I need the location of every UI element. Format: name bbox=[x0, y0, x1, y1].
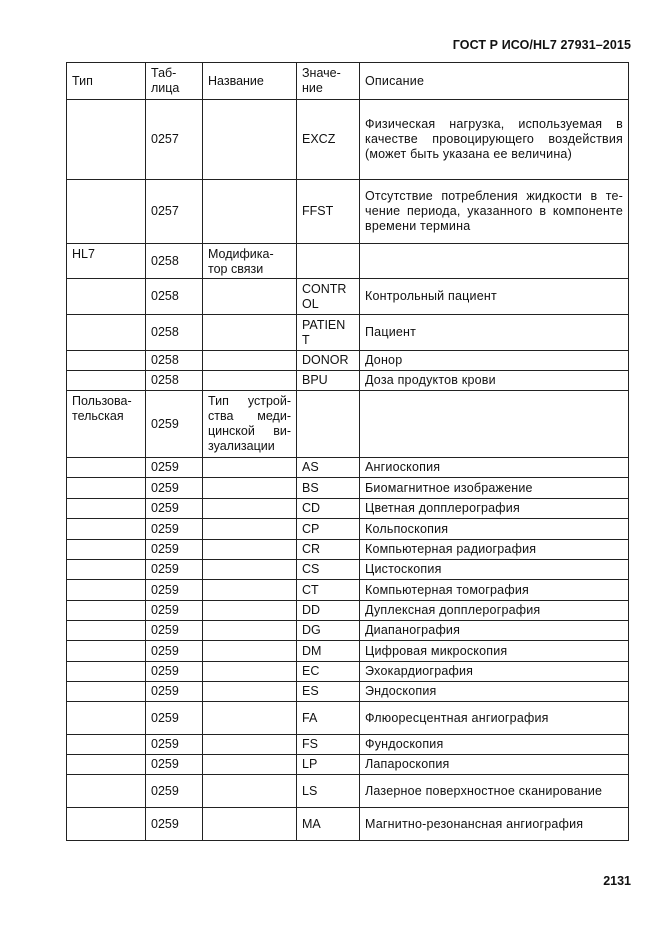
table-row bbox=[67, 560, 629, 580]
table-row bbox=[67, 391, 629, 458]
cell-value: CR bbox=[297, 540, 360, 560]
cell-name bbox=[203, 499, 297, 519]
cell-description: Пациент bbox=[360, 315, 629, 351]
cell-table: 0259 bbox=[146, 499, 203, 519]
cell-description: Флюоресцентная ангиография bbox=[360, 702, 629, 735]
cell-type bbox=[67, 662, 146, 682]
cell-type: Пользова- тельская bbox=[67, 391, 146, 458]
cell-value: PATIEN T bbox=[297, 315, 360, 351]
cell-type bbox=[67, 100, 146, 180]
cell-type bbox=[67, 499, 146, 519]
cell-name bbox=[203, 808, 297, 841]
table-row bbox=[67, 100, 629, 180]
table-row bbox=[67, 662, 629, 682]
cell-description: Биомагнитное изображение bbox=[360, 478, 629, 499]
cell-type bbox=[67, 682, 146, 702]
cell-value: DONOR bbox=[297, 351, 360, 371]
cell-type bbox=[67, 458, 146, 478]
codes-table bbox=[66, 62, 629, 841]
cell-table: 0258 bbox=[146, 244, 203, 279]
cell-table: 0259 bbox=[146, 391, 203, 458]
cell-description: Диапанография bbox=[360, 621, 629, 641]
cell-value: AS bbox=[297, 458, 360, 478]
cell-type bbox=[67, 371, 146, 391]
cell-name bbox=[203, 540, 297, 560]
cell-description: Кольпоскопия bbox=[360, 519, 629, 540]
cell-value: CD bbox=[297, 499, 360, 519]
cell-type: HL7 bbox=[67, 244, 146, 279]
cell-table: 0259 bbox=[146, 580, 203, 601]
cell-type bbox=[67, 478, 146, 499]
cell-type bbox=[67, 560, 146, 580]
cell-table: 0258 bbox=[146, 279, 203, 315]
cell-description: Контрольный пациент bbox=[360, 279, 629, 315]
table-row bbox=[67, 808, 629, 841]
cell-type bbox=[67, 279, 146, 315]
cell-name bbox=[203, 180, 297, 244]
table-row bbox=[67, 641, 629, 662]
cell-name bbox=[203, 371, 297, 391]
table-row bbox=[67, 682, 629, 702]
cell-type bbox=[67, 735, 146, 755]
cell-value: FS bbox=[297, 735, 360, 755]
column-header-description: Описание bbox=[360, 63, 629, 100]
cell-value: EC bbox=[297, 662, 360, 682]
cell-type bbox=[67, 808, 146, 841]
cell-value: MA bbox=[297, 808, 360, 841]
cell-table: 0259 bbox=[146, 478, 203, 499]
cell-table: 0258 bbox=[146, 351, 203, 371]
table-row bbox=[67, 621, 629, 641]
cell-value: DD bbox=[297, 601, 360, 621]
cell-description: Фундоскопия bbox=[360, 735, 629, 755]
cell-table: 0259 bbox=[146, 519, 203, 540]
table-row bbox=[67, 775, 629, 808]
cell-description: Компьютерная радиография bbox=[360, 540, 629, 560]
cell-description: Отсутствие потребления жидкости в те-чение периода, указанного в компоненте времени термина bbox=[360, 180, 629, 244]
cell-name bbox=[203, 315, 297, 351]
cell-name bbox=[203, 601, 297, 621]
cell-type bbox=[67, 621, 146, 641]
cell-table: 0259 bbox=[146, 458, 203, 478]
cell-description: Лапароскопия bbox=[360, 755, 629, 775]
cell-value: BS bbox=[297, 478, 360, 499]
cell-description: Дуплексная допплерография bbox=[360, 601, 629, 621]
cell-type bbox=[67, 755, 146, 775]
cell-table: 0257 bbox=[146, 180, 203, 244]
document-header: ГОСТ Р ИСО/HL7 27931–2015 bbox=[452, 38, 631, 52]
cell-description: Эндоскопия bbox=[360, 682, 629, 702]
cell-table: 0259 bbox=[146, 808, 203, 841]
table-row bbox=[67, 371, 629, 391]
table-row bbox=[67, 351, 629, 371]
cell-value: DM bbox=[297, 641, 360, 662]
cell-value bbox=[297, 391, 360, 458]
cell-table: 0259 bbox=[146, 682, 203, 702]
cell-table: 0259 bbox=[146, 702, 203, 735]
cell-value: FFST bbox=[297, 180, 360, 244]
cell-value bbox=[297, 244, 360, 279]
cell-type bbox=[67, 702, 146, 735]
cell-description bbox=[360, 391, 629, 458]
cell-table: 0258 bbox=[146, 371, 203, 391]
table-row bbox=[67, 601, 629, 621]
cell-name bbox=[203, 775, 297, 808]
cell-table: 0259 bbox=[146, 621, 203, 641]
column-header-table: Таб- лица bbox=[146, 63, 203, 100]
cell-table: 0259 bbox=[146, 755, 203, 775]
table-row bbox=[67, 244, 629, 279]
cell-value: LP bbox=[297, 755, 360, 775]
cell-name bbox=[203, 458, 297, 478]
cell-value: LS bbox=[297, 775, 360, 808]
cell-description: Магнитно-резонансная ангиография bbox=[360, 808, 629, 841]
cell-description: Ангиоскопия bbox=[360, 458, 629, 478]
cell-name bbox=[203, 519, 297, 540]
cell-table: 0259 bbox=[146, 601, 203, 621]
table-header-row bbox=[67, 63, 629, 100]
column-header-type: Тип bbox=[67, 63, 146, 100]
cell-description: Донор bbox=[360, 351, 629, 371]
cell-description: Лазерное поверхностное сканирование bbox=[360, 775, 629, 808]
cell-value: FA bbox=[297, 702, 360, 735]
cell-description: Цистоскопия bbox=[360, 560, 629, 580]
table-row bbox=[67, 580, 629, 601]
cell-type bbox=[67, 180, 146, 244]
table-row bbox=[67, 279, 629, 315]
cell-type bbox=[67, 775, 146, 808]
cell-name bbox=[203, 580, 297, 601]
cell-name bbox=[203, 662, 297, 682]
table-body bbox=[67, 100, 629, 841]
table-row bbox=[67, 478, 629, 499]
cell-description: Компьютерная томография bbox=[360, 580, 629, 601]
cell-name bbox=[203, 351, 297, 371]
cell-description: Цветная допплерография bbox=[360, 499, 629, 519]
cell-table: 0259 bbox=[146, 662, 203, 682]
cell-name: Тип устрой-ства меди-цинской ви-зуализации bbox=[203, 391, 297, 458]
cell-value: BPU bbox=[297, 371, 360, 391]
table-row bbox=[67, 315, 629, 351]
table-row bbox=[67, 540, 629, 560]
cell-value: CP bbox=[297, 519, 360, 540]
cell-value: ES bbox=[297, 682, 360, 702]
cell-name: Модифика- тор связи bbox=[203, 244, 297, 279]
cell-description: Доза продуктов крови bbox=[360, 371, 629, 391]
cell-value: DG bbox=[297, 621, 360, 641]
cell-table: 0257 bbox=[146, 100, 203, 180]
cell-value: CONTR OL bbox=[297, 279, 360, 315]
cell-name bbox=[203, 478, 297, 499]
table-row bbox=[67, 702, 629, 735]
cell-table: 0259 bbox=[146, 775, 203, 808]
cell-table: 0258 bbox=[146, 315, 203, 351]
table-row bbox=[67, 755, 629, 775]
cell-type bbox=[67, 601, 146, 621]
table-row bbox=[67, 499, 629, 519]
cell-value: CS bbox=[297, 560, 360, 580]
cell-type bbox=[67, 519, 146, 540]
cell-type bbox=[67, 641, 146, 662]
column-header-name: Название bbox=[203, 63, 297, 100]
column-header-value: Значе- ние bbox=[297, 63, 360, 100]
cell-table: 0259 bbox=[146, 735, 203, 755]
cell-name bbox=[203, 560, 297, 580]
cell-type bbox=[67, 315, 146, 351]
table-row bbox=[67, 519, 629, 540]
table-row bbox=[67, 735, 629, 755]
table-row bbox=[67, 180, 629, 244]
table-row bbox=[67, 458, 629, 478]
cell-name bbox=[203, 641, 297, 662]
cell-name bbox=[203, 702, 297, 735]
cell-value: CT bbox=[297, 580, 360, 601]
cell-table: 0259 bbox=[146, 540, 203, 560]
cell-name bbox=[203, 755, 297, 775]
cell-description bbox=[360, 244, 629, 279]
cell-name bbox=[203, 682, 297, 702]
cell-type bbox=[67, 580, 146, 601]
cell-name bbox=[203, 279, 297, 315]
cell-name bbox=[203, 735, 297, 755]
cell-description: Физическая нагрузка, используемая в качестве провоцирующего воздействия (может быть указана ее величина) bbox=[360, 100, 629, 180]
cell-name bbox=[203, 621, 297, 641]
cell-name bbox=[203, 100, 297, 180]
cell-type bbox=[67, 351, 146, 371]
cell-value: EXCZ bbox=[297, 100, 360, 180]
cell-description: Эхокардиография bbox=[360, 662, 629, 682]
cell-table: 0259 bbox=[146, 641, 203, 662]
cell-table: 0259 bbox=[146, 560, 203, 580]
page-number: 2131 bbox=[603, 874, 631, 888]
cell-description: Цифровая микроскопия bbox=[360, 641, 629, 662]
cell-type bbox=[67, 540, 146, 560]
